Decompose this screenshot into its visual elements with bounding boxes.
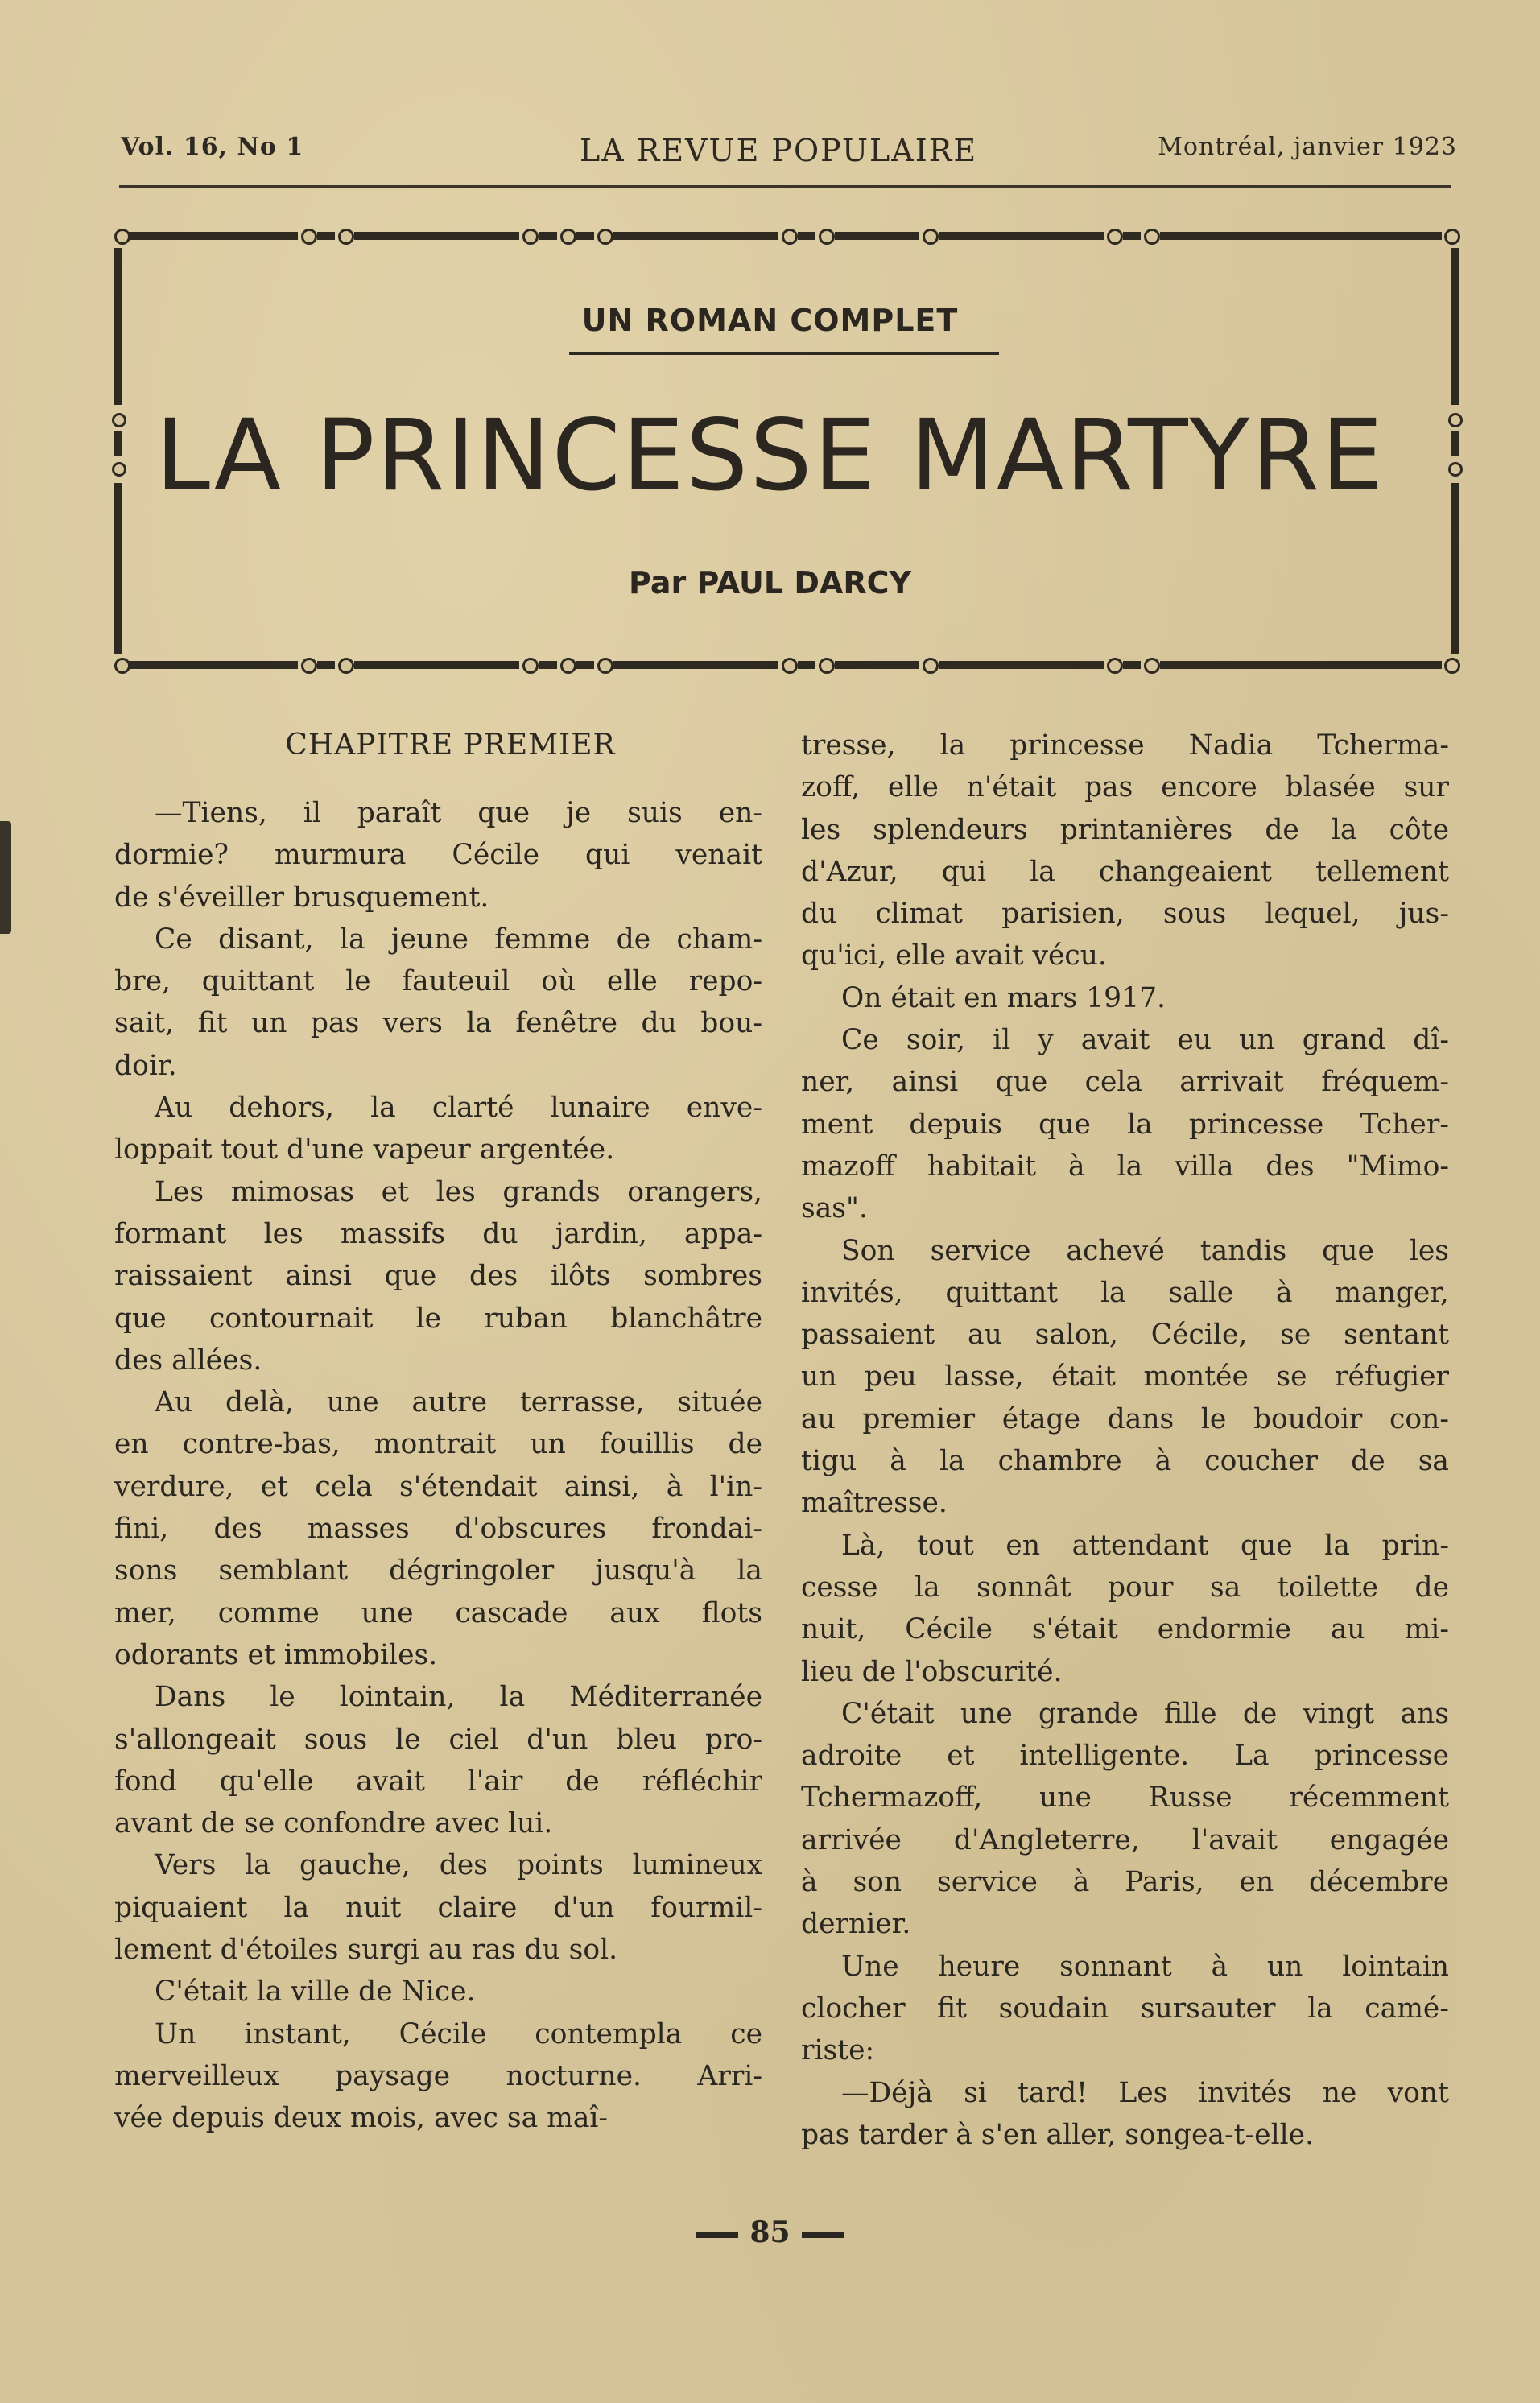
header-rule [119, 185, 1451, 188]
right-column-line: sas". [801, 1192, 868, 1225]
chain-bar [129, 661, 298, 669]
left-column-line: fini, des masses d'obscures frondai- [114, 1513, 762, 1546]
chain-bar [835, 232, 919, 240]
right-column-line: Tchermazoff, une Russe récemment [801, 1782, 1449, 1815]
chain-ring [819, 229, 835, 245]
dateline: Montréal, janvier 1923 [1158, 133, 1457, 161]
right-column-line: tresse, la princesse Nadia Tcherma- [801, 729, 1449, 762]
left-column-line: Vers la gauche, des points lumineux [155, 1849, 762, 1882]
left-column-line: odorants et immobiles. [114, 1638, 438, 1671]
left-column-line: bre, quittant le fauteuil où elle repo- [114, 965, 762, 998]
left-column-line: C'était la ville de Nice. [155, 1976, 476, 2009]
left-column-line: Ce disant, la jeune femme de cham- [155, 923, 762, 956]
right-column-line: passaient au salon, Cécile, se sentant [801, 1319, 1449, 1352]
chain-bar [798, 661, 815, 669]
left-column-line: doir. [114, 1049, 177, 1082]
left-column-line: que contournait le ruban blanchâtre [114, 1302, 762, 1335]
left-column-line: s'allongeait sous le ciel d'un bleu pro- [114, 1723, 762, 1756]
right-column-line: tigu à la chambre à coucher de sa [801, 1445, 1449, 1478]
right-column-line: qu'ici, elle avait vécu. [801, 939, 1107, 972]
story-title: LA PRINCESSE MARTYRE [155, 398, 1385, 513]
right-column-line: zoff, elle n'était pas encore blasée sur [801, 771, 1449, 804]
chapter-heading: CHAPITRE PREMIER [285, 729, 616, 762]
frame-top-border [114, 227, 1459, 245]
chain-bar [576, 232, 594, 240]
story-byline: Par PAUL DARCY [629, 565, 911, 601]
binding-mark [0, 821, 11, 934]
left-column-line: avant de se confondre avec lui. [114, 1807, 553, 1840]
right-column-line: au premier étage dans le boudoir con- [801, 1402, 1449, 1435]
page-number-value: 85 [749, 2215, 791, 2249]
right-column [801, 725, 1449, 2156]
chain-ring [923, 658, 939, 674]
chain-ring [301, 229, 317, 245]
right-column-line: lieu de l'obscurité. [801, 1655, 1063, 1688]
right-column-line: nuit, Cécile s'était endormie au mi- [801, 1613, 1449, 1646]
chain-ring [923, 229, 939, 245]
right-column-line: maîtresse. [801, 1487, 948, 1520]
magazine-name: LA REVUE POPULAIRE [580, 133, 978, 168]
chain-bar [939, 232, 1104, 240]
right-column-line: riste: [801, 2034, 875, 2067]
chain-bar [613, 661, 778, 669]
left-column-line: Au delà, une autre terrasse, située [155, 1386, 762, 1419]
chain-ring [597, 229, 613, 245]
chain-ring [1144, 658, 1160, 674]
right-column-line: —Déjà si tard! Les invités ne vont [841, 2076, 1449, 2109]
left-column-line: mer, comme une cascade aux flots [114, 1596, 762, 1629]
chain-ring [301, 658, 317, 674]
chain-bar [1123, 661, 1141, 669]
chain-ring [1107, 658, 1123, 674]
right-column-line: les splendeurs printanières de la côte [801, 813, 1449, 846]
chain-bar [1160, 232, 1442, 240]
right-column-line: clocher fit soudain sursauter la camé- [801, 1992, 1449, 2025]
page-number [0, 2215, 1540, 2249]
volume-number: Vol. 16, No 1 [121, 133, 304, 161]
left-column-line: en contre-bas, montrait un fouillis de [114, 1428, 762, 1461]
chain-bar [835, 661, 919, 669]
chain-bar [317, 232, 335, 240]
left-column-line: Les mimosas et les grands orangers, [155, 1175, 762, 1208]
chain-bar [613, 232, 778, 240]
chain-bar [939, 661, 1104, 669]
right-column-line: ment depuis que la princesse Tcher- [801, 1108, 1449, 1141]
chain-bar [354, 232, 519, 240]
right-column-line: un peu lasse, était montée se réfugier [801, 1360, 1449, 1393]
frame-bottom-border [114, 656, 1459, 674]
folio-dash [802, 2232, 844, 2238]
left-column [114, 725, 762, 2140]
chain-ring [522, 229, 539, 245]
chain-ring [819, 658, 835, 674]
right-column-line: Son service achevé tandis que les [841, 1234, 1449, 1267]
left-column-line: fond qu'elle avait l'air de réfléchir [114, 1765, 762, 1798]
right-column-line: cesse la sonnât pour sa toilette de [801, 1571, 1449, 1604]
left-column-line: Un instant, Cécile contempla ce [155, 2017, 762, 2050]
right-column-line: arrivée d'Angleterre, l'avait engagée [801, 1823, 1449, 1856]
left-column-line: —Tiens, il paraît que je suis en- [155, 797, 762, 829]
right-column-line: dernier. [801, 1908, 911, 1941]
section-kicker: UN ROMAN COMPLET [581, 303, 959, 338]
right-column-line: adroite et intelligente. La princesse [801, 1740, 1449, 1773]
right-column-line: invités, quittant la salle à manger, [801, 1276, 1449, 1309]
chain-bar [798, 232, 815, 240]
left-column-line: merveilleux paysage nocturne. Arri- [114, 2059, 762, 2092]
chain-ring [114, 229, 130, 245]
right-column-line: Une heure sonnant à un lointain [841, 1950, 1449, 1983]
chain-ring [597, 658, 613, 674]
chain-bar [317, 661, 335, 669]
chain-ring [782, 658, 798, 674]
kicker-underline [569, 352, 999, 355]
left-column-line: verdure, et cela s'étendait ainsi, à l'in- [114, 1470, 762, 1503]
right-column-line: C'était une grande fille de vingt ans [841, 1697, 1449, 1730]
left-column-line: sait, fit un pas vers la fenêtre du bou- [114, 1007, 762, 1040]
left-column-text [114, 792, 762, 2140]
left-column-line: des allées. [114, 1344, 262, 1377]
chain-ring [1144, 229, 1160, 245]
chain-bar [539, 232, 557, 240]
chain-ring [560, 658, 576, 674]
chain-ring [338, 229, 354, 245]
chain-ring [782, 229, 798, 245]
chain-ring [114, 658, 130, 674]
left-column-line: raissaient ainsi que des ilôts sombres [114, 1260, 762, 1293]
chain-ring [522, 658, 539, 674]
chain-ring [338, 658, 354, 674]
right-column-line: On était en mars 1917. [841, 981, 1166, 1014]
right-column-line: mazoff habitait à la villa des "Mimo- [801, 1150, 1449, 1183]
chain-ring [1444, 229, 1460, 245]
left-column-line: formant les massifs du jardin, appa- [114, 1217, 762, 1250]
chain-ring [1444, 658, 1460, 674]
chain-bar [539, 661, 557, 669]
left-column-line: de s'éveiller brusquement. [114, 881, 489, 914]
right-column-line: du climat parisien, sous lequel, jus- [801, 898, 1449, 931]
spacer [114, 778, 762, 792]
left-column-line: dormie? murmura Cécile qui venait [114, 839, 762, 872]
left-column-line: Au dehors, la clarté lunaire enve- [155, 1092, 762, 1125]
right-column-line: ner, ainsi que cela arrivait fréquem- [801, 1066, 1449, 1099]
right-column-line: Ce soir, il y avait eu un grand dî- [841, 1024, 1449, 1057]
right-column-text [801, 725, 1449, 2156]
chain-bar [1160, 661, 1442, 669]
chain-ring [1107, 229, 1123, 245]
left-column-line: sons semblant dégringoler jusqu'à la [114, 1555, 762, 1588]
right-column-line: Là, tout en attendant que la prin- [841, 1529, 1449, 1562]
chain-bar [1123, 232, 1141, 240]
right-column-line: d'Azur, qui la changeaient tellement [801, 855, 1449, 888]
left-column-line: vée depuis deux mois, avec sa maî- [114, 2102, 609, 2135]
left-column-line: lement d'étoiles surgi au ras du sol. [114, 1934, 618, 1967]
left-column-line: loppait tout d'une vapeur argentée. [114, 1133, 615, 1166]
folio-dash [696, 2232, 738, 2238]
left-column-line: piquaient la nuit claire d'un fourmil- [114, 1891, 762, 1924]
left-column-line: Dans le lointain, la Méditerranée [155, 1681, 762, 1714]
chain-ring [560, 229, 576, 245]
chain-bar [129, 232, 298, 240]
right-column-line: à son service à Paris, en décembre [801, 1866, 1449, 1899]
right-column-line: pas tarder à s'en aller, songea-t-elle. [801, 2118, 1315, 2151]
chain-bar [354, 661, 519, 669]
chain-bar [576, 661, 594, 669]
